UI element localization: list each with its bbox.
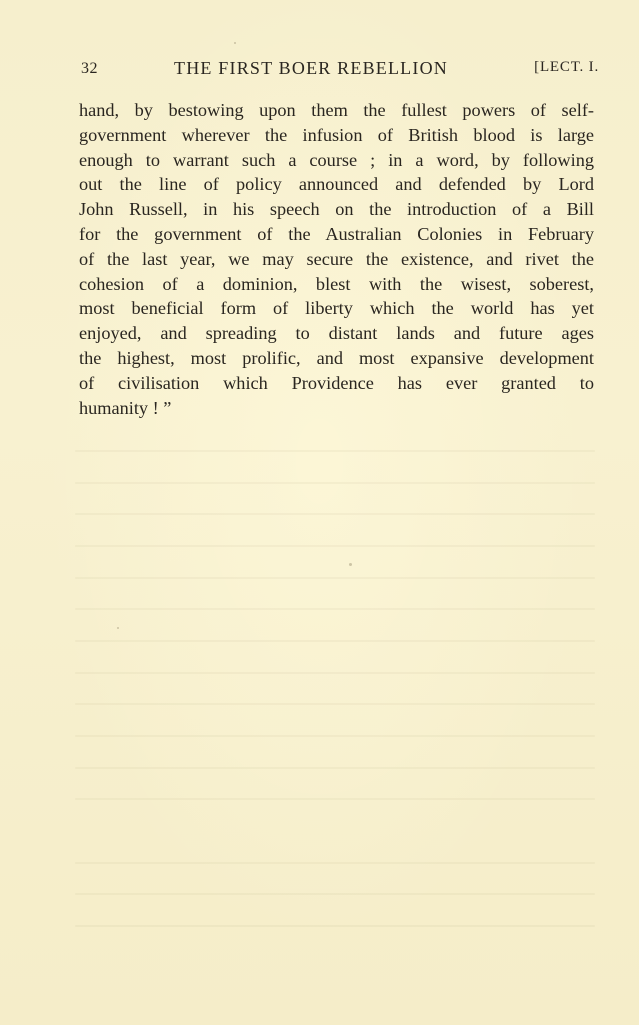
bleed-through-line bbox=[75, 513, 595, 515]
paper-speck bbox=[234, 42, 236, 44]
bleed-through-line bbox=[75, 545, 595, 547]
text-line: of civilisation which Providence has ever granted to bbox=[79, 372, 594, 393]
text-line: out the line of policy announced and defended by Lord bbox=[79, 174, 594, 195]
bleed-through-line bbox=[75, 862, 595, 864]
text-line: enjoyed, and spreading to distant lands and future ages bbox=[79, 323, 594, 344]
text-line: John Russell, in his speech on the introduction of a Bill bbox=[79, 199, 594, 220]
paper-speck bbox=[349, 563, 352, 566]
text-line: the highest, most prolific, and most expansive development bbox=[79, 347, 594, 368]
bleed-through-line bbox=[75, 450, 595, 452]
running-title: THE FIRST BOER REBELLION bbox=[174, 58, 448, 78]
text-line: of the last year, we may secure the existence, and rivet the bbox=[79, 248, 594, 269]
text-line: hand, by bestowing upon them the fullest powers of self- bbox=[79, 100, 594, 120]
text-line: enough to warrant such a course ; in a word, by following bbox=[79, 149, 594, 170]
body-paragraph bbox=[79, 98, 594, 420]
bleed-through-line bbox=[75, 672, 595, 674]
running-head bbox=[81, 58, 599, 84]
bleed-through-line bbox=[75, 577, 595, 579]
paper-speck bbox=[117, 627, 119, 629]
bleed-through-line bbox=[75, 893, 595, 895]
page-number: 32 bbox=[81, 60, 98, 77]
text-line: for the government of the Australian Colonies in February bbox=[79, 223, 594, 244]
text-line: most beneficial form of liberty which the world has yet bbox=[79, 298, 594, 319]
bleed-through-line bbox=[75, 640, 595, 642]
bleed-through-line bbox=[75, 735, 595, 737]
bleed-through-line bbox=[75, 608, 595, 610]
text-line: humanity ! ” bbox=[79, 397, 172, 418]
bleed-through-line bbox=[75, 767, 595, 769]
text-line: cohesion of a dominion, blest with the wisest, soberest, bbox=[79, 273, 594, 294]
lecture-reference: [LECT. I. bbox=[534, 59, 599, 75]
bleed-through-line bbox=[75, 798, 595, 800]
bleed-through-line bbox=[75, 482, 595, 484]
text-line: government wherever the infusion of British blood is large bbox=[79, 124, 594, 145]
bleed-through-line bbox=[75, 703, 595, 705]
bleed-through-line bbox=[75, 925, 595, 927]
